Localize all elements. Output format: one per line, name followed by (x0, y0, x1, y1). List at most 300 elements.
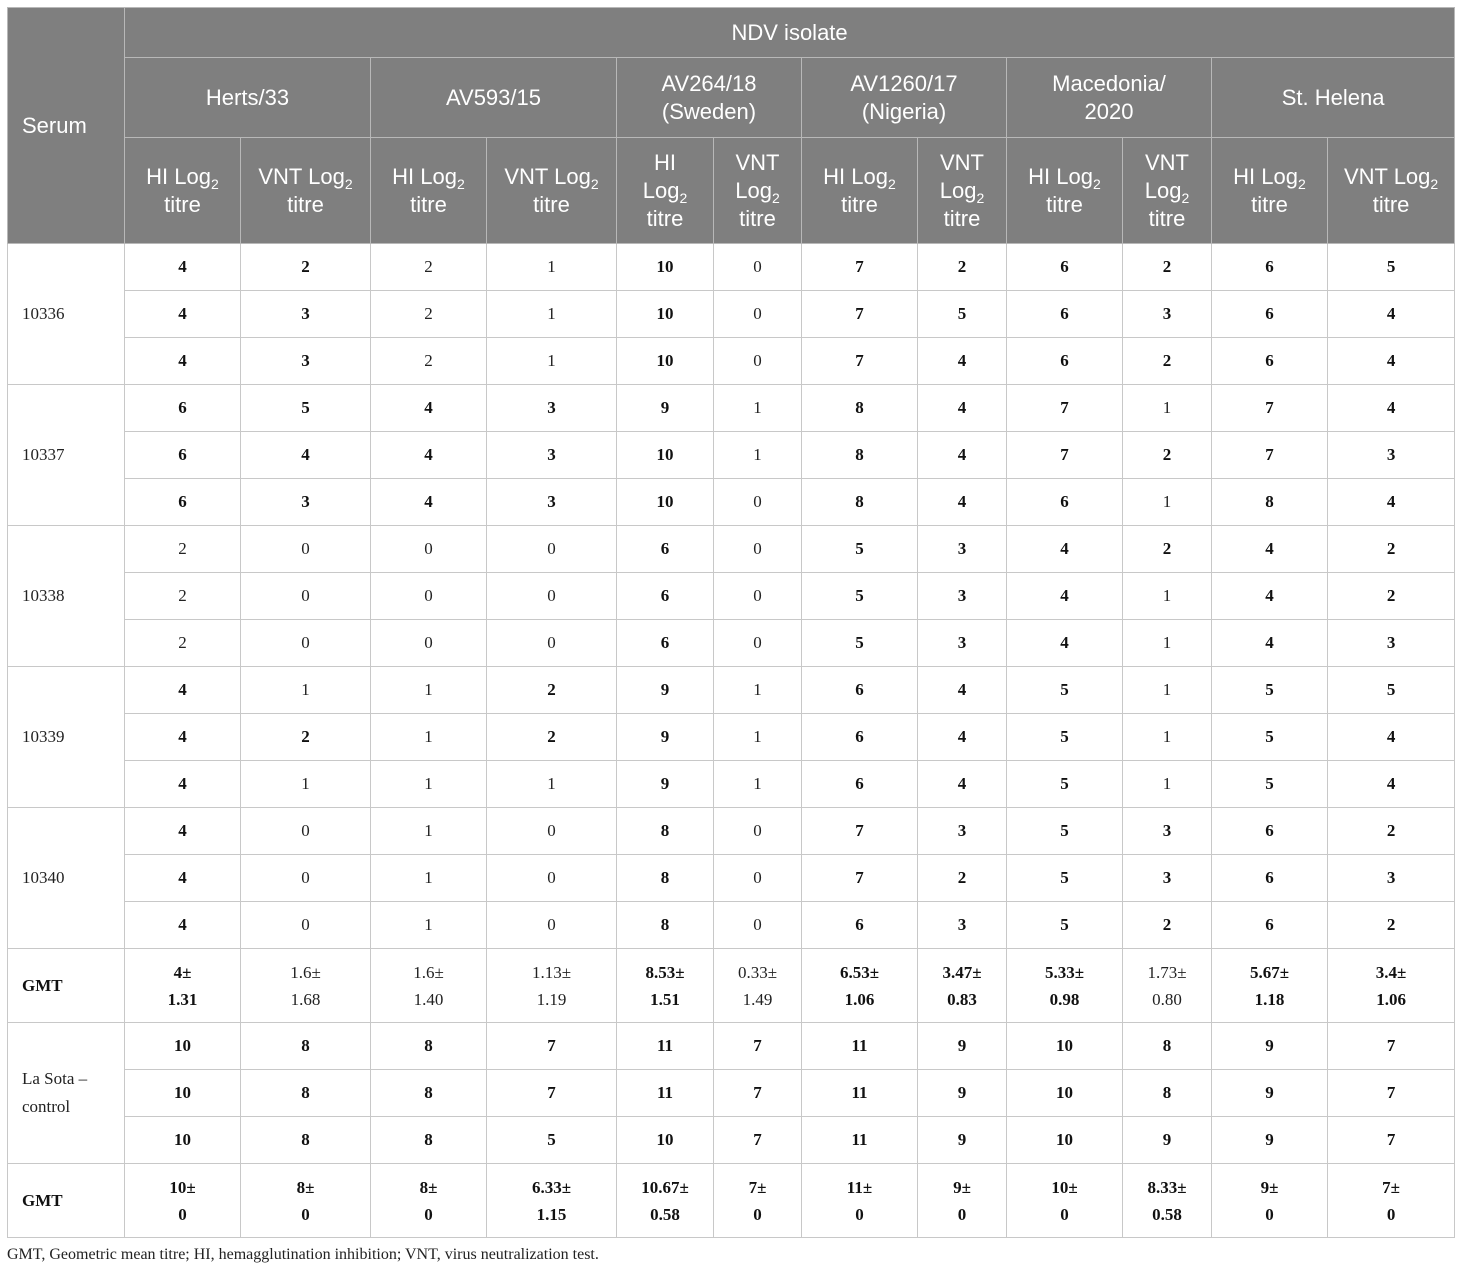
log-base: 2 (1181, 189, 1190, 206)
table-row (8, 667, 1455, 714)
gmt-sd: 1.31 (167, 989, 198, 1009)
titre-cell: 4 (1007, 526, 1123, 573)
log-label: Log (1056, 163, 1094, 189)
log-base: 2 (679, 189, 688, 206)
gmt-mean: 5.33± (1044, 962, 1085, 982)
titre-cell: 0 (487, 573, 617, 620)
titre-cell: 1 (1123, 573, 1212, 620)
gmt-cell (714, 1164, 802, 1238)
titre-cell: 2 (1328, 902, 1455, 949)
gmt-cell (371, 1164, 487, 1238)
log-base: 2 (888, 175, 896, 192)
isolate-header-line: (Sweden) (661, 98, 757, 124)
assay-type: HI (392, 163, 415, 189)
titre-cell: 1 (487, 338, 617, 385)
titre-cell: 2 (918, 244, 1007, 291)
titre-cell: 4 (371, 432, 487, 479)
table-row (8, 714, 1455, 761)
vnt-log2-titre-header (1328, 138, 1455, 244)
titre-cell: 7 (714, 1023, 802, 1070)
titre-cell: 4 (371, 479, 487, 526)
titre-cell: 0 (714, 338, 802, 385)
titre-cell: 6 (1212, 902, 1328, 949)
titre-cell: 2 (1123, 432, 1212, 479)
titre-cell: 3 (918, 526, 1007, 573)
titre-cell: 1 (1123, 761, 1212, 808)
titre-cell: 3 (918, 620, 1007, 667)
titre-cell: 9 (1123, 1117, 1212, 1164)
titre-cell: 9 (617, 714, 714, 761)
assay-type: VNT (940, 149, 984, 175)
titre-label: titre (739, 205, 776, 231)
titre-cell: 0 (371, 620, 487, 667)
gmt-sd: 0.58 (1152, 1204, 1182, 1224)
gmt-sd: 1.51 (650, 989, 680, 1009)
titre-cell: 11 (617, 1023, 714, 1070)
gmt-mean: 0.33± (737, 962, 778, 982)
gmt-cell (617, 949, 714, 1023)
titre-cell: 10 (617, 291, 714, 338)
gmt-cell (1212, 949, 1328, 1023)
gmt-mean: 8.33± (1147, 1177, 1187, 1197)
table-row (8, 1070, 1455, 1117)
titre-cell: 8 (241, 1023, 371, 1070)
titre-cell: 5 (1007, 902, 1123, 949)
titre-cell: 1 (1123, 667, 1212, 714)
titre-cell: 4 (125, 714, 241, 761)
titre-cell: 11 (617, 1070, 714, 1117)
log-label: Log (851, 163, 889, 189)
serum-label-line: 10337 (22, 445, 65, 464)
gmt-cell (918, 1164, 1007, 1238)
isolate-header (1007, 58, 1212, 138)
titre-cell: 8 (1123, 1023, 1212, 1070)
gmt-mean: 8± (419, 1177, 438, 1197)
titre-cell: 8 (617, 902, 714, 949)
gmt-mean: 6.53± (839, 962, 880, 982)
titre-cell: 3 (1328, 432, 1455, 479)
gmt-cell (487, 1164, 617, 1238)
titre-cell: 2 (125, 526, 241, 573)
titre-cell: 10 (617, 244, 714, 291)
titre-cell: 6 (125, 479, 241, 526)
titre-cell: 7 (487, 1070, 617, 1117)
titre-cell: 3 (487, 432, 617, 479)
titre-cell: 9 (918, 1117, 1007, 1164)
titre-cell: 5 (918, 291, 1007, 338)
table-row (8, 338, 1455, 385)
titre-cell: 2 (125, 620, 241, 667)
gmt-sd: 0 (855, 1204, 864, 1224)
titre-cell: 4 (918, 714, 1007, 761)
isolate-header (802, 58, 1007, 138)
titre-cell: 7 (1212, 385, 1328, 432)
table-footnote: GMT, Geometric mean titre; HI, hemagglutination inhibition; VNT, virus neutralization test. (7, 1246, 599, 1263)
titre-cell: 7 (1007, 385, 1123, 432)
titre-cell: 6 (125, 432, 241, 479)
titre-cell: 5 (802, 526, 918, 573)
titre-cell: 0 (487, 855, 617, 902)
assay-type: VNT (735, 149, 780, 175)
gmt-sd: 1.06 (844, 989, 875, 1009)
titre-cell: 3 (918, 902, 1007, 949)
titre-cell: 5 (1212, 667, 1328, 714)
titre-cell: 6 (802, 902, 918, 949)
titre-cell: 0 (241, 526, 371, 573)
table-row (8, 1023, 1455, 1070)
titre-cell: 10 (617, 1117, 714, 1164)
gmt-cell (918, 949, 1007, 1023)
titre-cell: 0 (714, 244, 802, 291)
gmt-mean: 3.47± (942, 962, 982, 982)
assay-type: HI (823, 163, 846, 189)
titre-cell: 10 (1007, 1117, 1123, 1164)
gmt-cell (802, 949, 918, 1023)
titre-cell: 2 (1123, 338, 1212, 385)
serum-label-line: 10338 (22, 586, 65, 605)
titre-cell: 2 (487, 667, 617, 714)
titre-cell: 2 (487, 714, 617, 761)
titre-cell: 7 (802, 855, 918, 902)
titre-cell: 7 (1007, 432, 1123, 479)
titre-cell: 6 (617, 620, 714, 667)
titre-cell: 8 (371, 1023, 487, 1070)
titre-cell: 10 (617, 432, 714, 479)
gmt-cell (1123, 1164, 1212, 1238)
titre-label: titre (1148, 205, 1186, 231)
titre-cell: 1 (714, 667, 802, 714)
log-label: Log (174, 163, 212, 189)
titre-label: titre (1046, 191, 1083, 217)
gmt-cell (1328, 949, 1455, 1023)
titre-cell: 4 (1212, 526, 1328, 573)
isolate-header-line: Herts/33 (205, 84, 290, 110)
log-label: Log (308, 163, 345, 189)
titre-cell: 4 (1007, 573, 1123, 620)
vnt-log2-titre-header (1123, 138, 1212, 244)
titre-cell: 4 (1212, 573, 1328, 620)
gmt-sd: 0.58 (650, 1204, 680, 1224)
isolate-header-line: (Nigeria) (861, 98, 947, 124)
table-row (8, 432, 1455, 479)
assay-type: HI (1028, 163, 1051, 189)
titre-cell: 2 (918, 855, 1007, 902)
titre-cell: 4 (125, 244, 241, 291)
titre-cell: 2 (371, 291, 487, 338)
log-label: Log (554, 163, 591, 189)
log-base: 2 (344, 175, 353, 192)
titre-cell: 1 (371, 667, 487, 714)
log-base: 2 (1430, 175, 1439, 192)
gmt-sd: 0.98 (1049, 989, 1080, 1009)
gmt-sd: 1.06 (1376, 989, 1406, 1009)
serum-label-line: control (22, 1097, 71, 1116)
log-label: Log (642, 177, 680, 203)
titre-label: titre (410, 191, 447, 217)
titre-cell: 5 (1212, 761, 1328, 808)
gmt-cell (241, 949, 371, 1023)
titre-label: titre (287, 191, 324, 217)
titre-cell: 2 (1123, 526, 1212, 573)
gmt-cell (1328, 1164, 1455, 1238)
control-label (8, 1023, 125, 1164)
hi-log2-titre-header (1212, 138, 1328, 244)
titre-cell: 11 (802, 1023, 918, 1070)
titre-cell: 0 (241, 620, 371, 667)
titre-cell: 0 (714, 808, 802, 855)
isolate-header (617, 58, 802, 138)
titre-cell: 5 (1007, 855, 1123, 902)
hi-log2-titre-header (802, 138, 918, 244)
titre-cell: 6 (1007, 291, 1123, 338)
titre-cell: 4 (1328, 479, 1455, 526)
titre-cell: 6 (1212, 338, 1328, 385)
titre-cell: 1 (371, 761, 487, 808)
titre-cell: 8 (1212, 479, 1328, 526)
assay-type: HI (146, 163, 169, 189)
gmt-sd: 0 (424, 1204, 433, 1224)
log-base: 2 (590, 175, 599, 192)
table-row (8, 902, 1455, 949)
gmt-cell (714, 949, 802, 1023)
titre-cell: 0 (487, 620, 617, 667)
gmt-row (8, 949, 1455, 1023)
assay-type: HI (1233, 163, 1256, 189)
gmt-mean: 6.33± (531, 1177, 572, 1197)
gmt-mean: 7± (748, 1177, 767, 1197)
titre-cell: 0 (714, 573, 802, 620)
titre-cell: 6 (1212, 291, 1328, 338)
titre-cell: 2 (371, 244, 487, 291)
titre-cell: 3 (487, 385, 617, 432)
gmt-sd: 1.15 (536, 1204, 567, 1224)
titre-cell: 0 (241, 855, 371, 902)
serum-header: Serum (8, 8, 125, 244)
titre-cell: 4 (1328, 291, 1455, 338)
gmt-mean: 1.6± (413, 962, 444, 982)
gmt-sd: 0 (1060, 1204, 1069, 1224)
gmt-row (8, 1164, 1455, 1238)
titre-cell: 1 (487, 244, 617, 291)
titre-cell: 6 (802, 667, 918, 714)
titre-label: titre (943, 205, 981, 231)
titre-cell: 7 (487, 1023, 617, 1070)
titre-cell: 0 (714, 620, 802, 667)
titre-cell: 5 (1007, 667, 1123, 714)
titre-cell: 6 (1007, 338, 1123, 385)
titre-cell: 2 (125, 573, 241, 620)
gmt-cell (125, 1164, 241, 1238)
titre-cell: 4 (125, 902, 241, 949)
assay-type: VNT (1145, 149, 1189, 175)
titre-cell: 4 (1328, 714, 1455, 761)
log-base: 2 (976, 189, 985, 206)
titre-cell: 7 (802, 244, 918, 291)
gmt-mean: 10.67± (641, 1177, 689, 1197)
titre-cell: 2 (241, 244, 371, 291)
titre-cell: 5 (1328, 667, 1455, 714)
isolate-header-line: AV1260/17 (850, 70, 958, 96)
gmt-sd: 0.83 (947, 989, 977, 1009)
titre-cell: 4 (125, 761, 241, 808)
titre-cell: 4 (918, 385, 1007, 432)
titre-cell: 7 (802, 808, 918, 855)
titre-cell: 11 (802, 1070, 918, 1117)
titre-cell: 2 (1328, 573, 1455, 620)
titre-cell: 1 (714, 385, 802, 432)
titre-cell: 4 (1212, 620, 1328, 667)
titre-cell: 4 (918, 479, 1007, 526)
gmt-cell (1212, 1164, 1328, 1238)
isolate-header-line: 2020 (1084, 98, 1134, 124)
serum-label (8, 244, 125, 385)
titre-cell: 6 (802, 714, 918, 761)
hi-log2-titre-header (617, 138, 714, 244)
serum-label-line: 10339 (22, 727, 65, 746)
titre-cell: 2 (1328, 808, 1455, 855)
titre-cell: 3 (918, 573, 1007, 620)
table-row (8, 244, 1455, 291)
titre-cell: 1 (714, 714, 802, 761)
titre-cell: 3 (1123, 291, 1212, 338)
gmt-sd: 0 (753, 1204, 762, 1224)
titre-cell: 10 (125, 1023, 241, 1070)
titre-cell: 8 (802, 479, 918, 526)
titre-cell: 2 (371, 338, 487, 385)
isolate-header (1212, 58, 1455, 138)
titre-cell: 4 (125, 338, 241, 385)
gmt-sd: 1.40 (413, 989, 444, 1009)
gmt-sd: 0 (957, 1204, 967, 1224)
titre-cell: 1 (241, 667, 371, 714)
titre-cell: 4 (125, 855, 241, 902)
titre-cell: 1 (371, 808, 487, 855)
gmt-mean: 4± (173, 962, 192, 982)
vnt-log2-titre-header (714, 138, 802, 244)
gmt-mean: 9± (1260, 1177, 1279, 1197)
isolate-header (371, 58, 617, 138)
titre-cell: 1 (714, 432, 802, 479)
serum-label-line: La Sota – (22, 1069, 88, 1088)
gmt-label: GMT (8, 949, 125, 1023)
titre-cell: 7 (1328, 1023, 1455, 1070)
titre-cell: 10 (1007, 1070, 1123, 1117)
gmt-cell (1007, 1164, 1123, 1238)
titre-cell: 4 (125, 291, 241, 338)
titre-cell: 7 (1328, 1070, 1455, 1117)
titre-cell: 3 (241, 479, 371, 526)
titre-cell: 0 (371, 573, 487, 620)
log-label: Log (939, 177, 977, 203)
gmt-mean: 11± (846, 1177, 873, 1197)
gmt-mean: 10± (1051, 1177, 1078, 1197)
serum-label (8, 526, 125, 667)
hi-log2-titre-header (125, 138, 241, 244)
titre-cell: 4 (918, 338, 1007, 385)
table-row (8, 1117, 1455, 1164)
titre-cell: 6 (1212, 808, 1328, 855)
titre-cell: 6 (125, 385, 241, 432)
assay-type: VNT (258, 163, 302, 189)
titre-cell: 0 (714, 902, 802, 949)
titre-cell: 6 (1007, 479, 1123, 526)
gmt-mean: 8± (296, 1177, 315, 1197)
titre-cell: 7 (1328, 1117, 1455, 1164)
titre-cell: 5 (1007, 714, 1123, 761)
gmt-cell (125, 949, 241, 1023)
gmt-cell (241, 1164, 371, 1238)
titre-cell: 9 (617, 667, 714, 714)
titre-cell: 6 (1212, 244, 1328, 291)
titre-table (7, 7, 1455, 1238)
gmt-mean: 10± (169, 1177, 196, 1197)
titre-cell: 4 (125, 667, 241, 714)
titre-cell: 2 (1123, 902, 1212, 949)
gmt-label: GMT (8, 1164, 125, 1238)
titre-cell: 4 (371, 385, 487, 432)
assay-type: VNT (1343, 163, 1388, 189)
titre-label: titre (533, 191, 570, 217)
gmt-cell (802, 1164, 918, 1238)
titre-cell: 5 (1328, 244, 1455, 291)
titre-cell: 3 (241, 338, 371, 385)
titre-cell: 0 (241, 808, 371, 855)
titre-cell: 5 (1007, 761, 1123, 808)
titre-cell: 1 (1123, 714, 1212, 761)
titre-cell: 0 (487, 902, 617, 949)
gmt-mean: 9± (953, 1177, 971, 1197)
table-row (8, 808, 1455, 855)
serum-label (8, 667, 125, 808)
titre-cell: 2 (1328, 526, 1455, 573)
hi-log2-titre-header (371, 138, 487, 244)
gmt-sd: 0 (1386, 1204, 1396, 1224)
titre-cell: 9 (1212, 1070, 1328, 1117)
table-row (8, 620, 1455, 667)
titre-label: titre (646, 205, 684, 231)
serum-label-line: 10340 (22, 868, 65, 887)
titre-label: titre (1372, 191, 1410, 217)
log-base: 2 (211, 175, 219, 192)
titre-cell: 9 (1212, 1023, 1328, 1070)
gmt-mean: 7± (1382, 1177, 1400, 1197)
titre-cell: 7 (802, 338, 918, 385)
serum-label (8, 808, 125, 949)
log-label: Log (1261, 163, 1299, 189)
gmt-sd: 1.68 (290, 989, 321, 1009)
vnt-log2-titre-header (918, 138, 1007, 244)
table-row (8, 479, 1455, 526)
gmt-sd: 0 (301, 1204, 310, 1224)
gmt-cell (371, 949, 487, 1023)
titre-cell: 9 (617, 761, 714, 808)
serum-label (8, 385, 125, 526)
gmt-sd: 1.49 (742, 989, 773, 1009)
titre-cell: 6 (802, 761, 918, 808)
titre-cell: 8 (371, 1070, 487, 1117)
titre-cell: 5 (802, 573, 918, 620)
titre-cell: 0 (241, 573, 371, 620)
titre-cell: 4 (1328, 338, 1455, 385)
serum-label-line: 10336 (22, 304, 65, 323)
titre-cell: 4 (241, 432, 371, 479)
titre-cell: 2 (1123, 244, 1212, 291)
titre-cell: 1 (487, 291, 617, 338)
titre-cell: 0 (714, 291, 802, 338)
titre-cell: 10 (125, 1070, 241, 1117)
gmt-cell (487, 949, 617, 1023)
gmt-cell (1123, 949, 1212, 1023)
